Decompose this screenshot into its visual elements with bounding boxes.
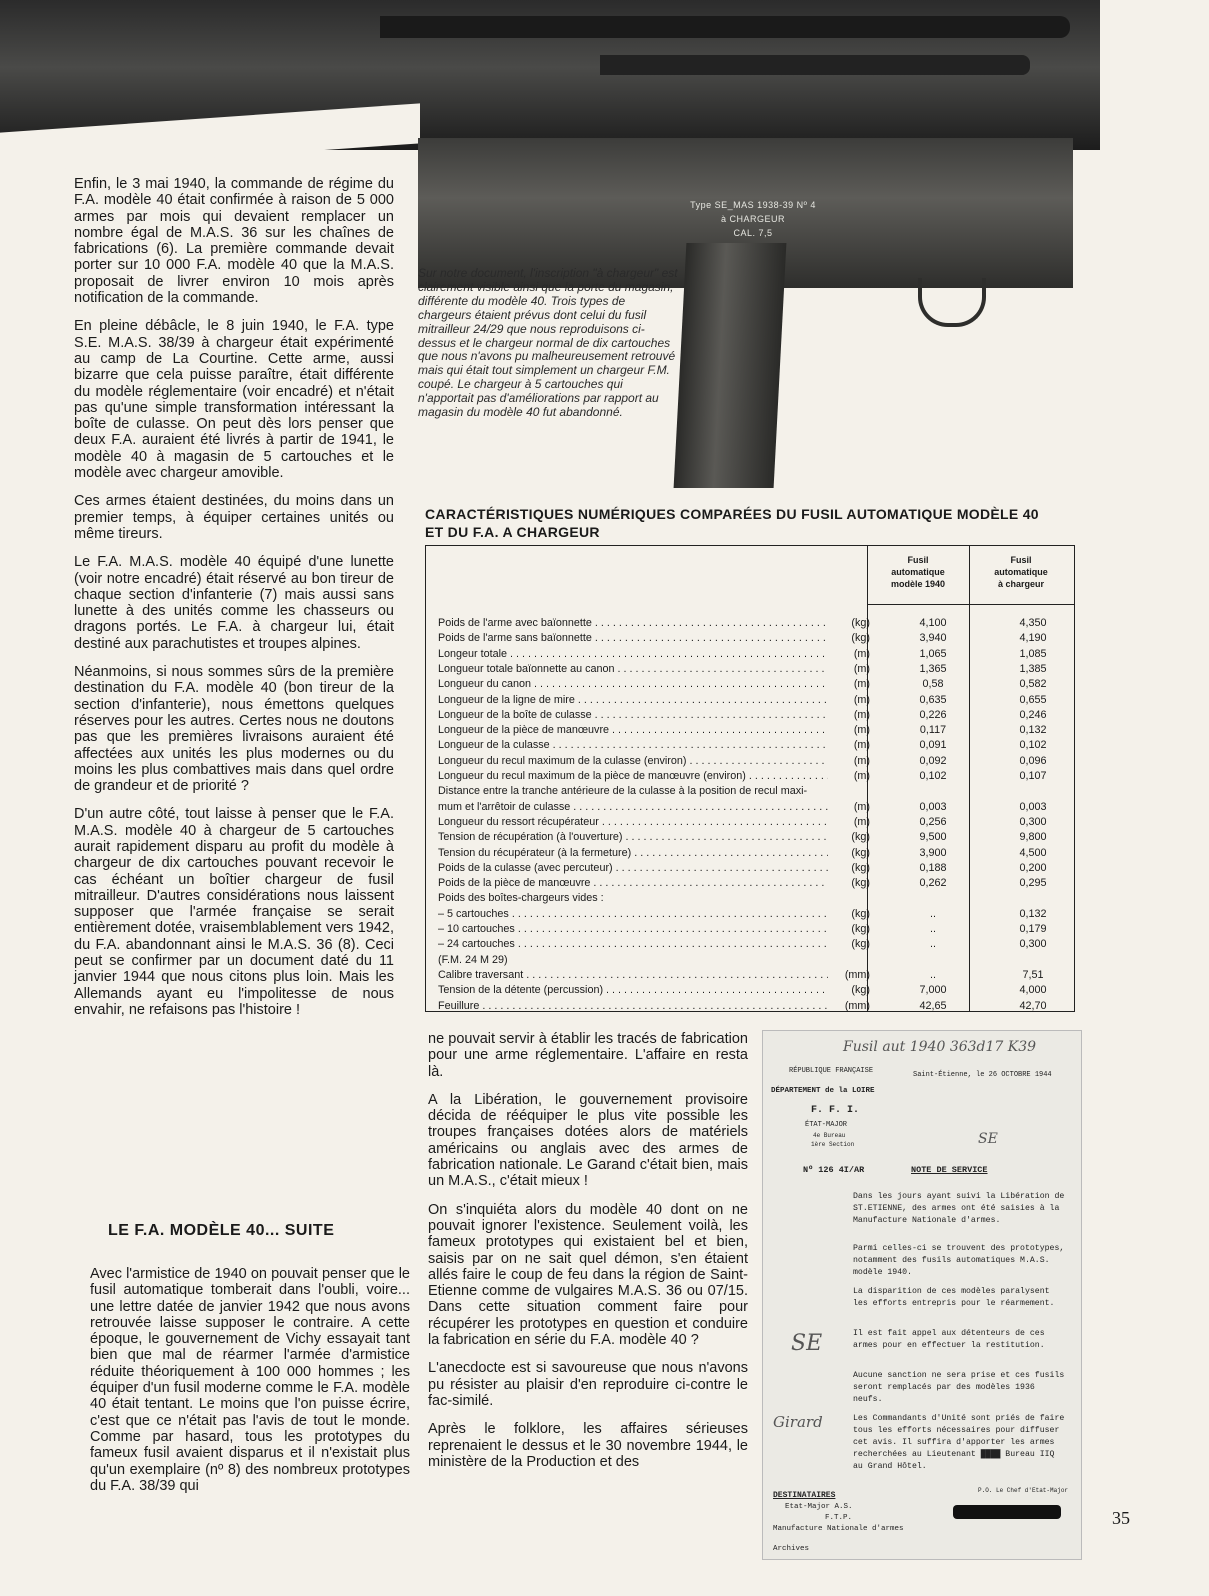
section-title: LE F.A. MODÈLE 40... SUITE: [108, 1222, 335, 1239]
col1-header-line: automatique: [891, 567, 945, 577]
row-value-model-1940: 0,102: [919, 770, 947, 782]
stamp-line-2: à CHARGEUR: [720, 214, 785, 224]
photo-cut-edge: [0, 103, 420, 172]
row-value-model-1940: ..: [930, 923, 936, 935]
row-value-model-1940: 0,256: [919, 815, 947, 828]
row-unit: (m): [853, 770, 870, 782]
note-paragraph: Dans les jours ayant suivi la Libération de ST.ETIENNE, des armes ont été saisies à la Manufacture Nationale d'armes.: [853, 1192, 1065, 1225]
row-value-model-1940: ..: [930, 968, 936, 981]
row-value-chargeur: 0,246: [1019, 708, 1047, 721]
row-unit: (kg): [851, 923, 870, 935]
row-label: (F.M. 24 M 29): [438, 953, 508, 966]
bureau-label: 4e Bureau: [813, 1132, 846, 1139]
row-unit: (m): [853, 708, 870, 721]
stamp-line-3: CAL. 7,5: [733, 228, 773, 238]
section-label: 1ère Section: [811, 1141, 855, 1148]
row-value-chargeur: 9,800: [1019, 831, 1047, 844]
row-label: Tension de récupération (à l'ouverture) . . .: [438, 831, 828, 843]
row-unit: (kg): [851, 861, 870, 874]
row-unit: (kg): [851, 831, 870, 844]
row-unit: (kg): [851, 907, 870, 920]
middle-paragraph: On s'inquiéta alors du modèle 40 dont on ne pouvait ignorer l'existence. Seulement voilà, les fameux prototypes qui existaient bel et bien, saisis par on ne sait quel démon, s'en étaient allés faire le coup de feu dans la région de Saint-Etienne comme de vulgaires M.A.S. 36 ou 07/15. Dans cette situation comment faire pour récupérer les prototypes en question et conduire la fabrication en série du F.A. modèle 40 ?: [428, 1201, 748, 1349]
row-unit: (kg): [851, 632, 870, 645]
row-label: Poids de l'arme sans baïonnette . . .: [438, 632, 828, 644]
row-label: Longueur de la boîte de culasse . . .: [438, 709, 828, 721]
row-label: Tension de la détente (percussion) . . .: [438, 984, 828, 996]
col1-header-line: Fusil: [907, 555, 929, 565]
etat-major-label: ÉTAT-MAJOR: [805, 1121, 848, 1129]
row-value-model-1940: 0,092: [919, 754, 947, 767]
row-label: Longueur de la pièce de manœuvre . . .: [438, 724, 828, 736]
row-unit: (kg): [851, 984, 870, 997]
trigger-guard: [918, 278, 986, 327]
row-label: Longueur du recul maximum de la culasse (environ) . . .: [438, 755, 828, 767]
row-value-chargeur: 1,385: [1019, 662, 1047, 675]
row-unit: (kg): [851, 877, 870, 890]
left-paragraph: En pleine débâcle, le 8 juin 1940, le F.A. type S.E. M.A.S. 38/39 à chargeur était expérimenté au camp de La Courtine. Cette arme, aussi bizarre que cela puisse paraître, était différente du modèle réglementaire (voir encadré) et n'était pas qu'une simple transformation intéressant la boîte de culasse. On peut dès lors penser que deux F.A. auraient été livrés à partir de 1941, le modèle 40 à magasin de 5 cartouches et le modèle avec chargeur amovible.: [74, 318, 394, 482]
left-paragraph: Enfin, le 3 mai 1940, la commande de régime du F.A. modèle 40 était confirmée à raison de 5 000 armes par mois qui devaient remplacer un nombre égal de M.A.S. 36 sur les chaînes de fabrications (6). La première commande devait porter sur 10 000 F.A. modèle 40 que la M.A.S. proposait de livrer environ 10 mois après notification de la commande.: [74, 176, 394, 307]
row-value-chargeur: 0,102: [1019, 739, 1047, 752]
row-value-chargeur: 0,655: [1019, 693, 1047, 706]
table-title-line-1: CARACTÉRISTIQUES NUMÉRIQUES COMPARÉES DU FUSIL AUTOMATIQUE MODÈLE 40: [425, 506, 1039, 522]
row-unit: (m): [853, 800, 870, 813]
row-unit: (m): [853, 662, 870, 675]
row-label: – 10 cartouches . . .: [438, 923, 828, 935]
row-value-model-1940: 1,065: [919, 647, 947, 660]
table-title: [425, 505, 1085, 541]
table-title-line-2: ET DU F.A. A CHARGEUR: [425, 524, 600, 540]
row-value-model-1940: 0,091: [919, 739, 947, 752]
redaction-bar: [953, 1505, 1061, 1519]
photo-caption: Sur notre document, l'inscription "à chargeur" est clairement visible ainsi que la porte du magasin, différente du modèle 40. Trois types de chargeurs étaient prévus dont celui du fusil mitrailleur 24/29 que nous reproduisons ci-dessus et le chargeur normal de dix cartouches que nous n'avons pu malheureusement retrouvé mais qui était tout simplement un chargeur F.M. coupé. Le chargeur à 5 cartouches qui n'apportait pas d'améliorations par rapport au magasin du modèle 40 fut abandonné.: [418, 266, 678, 420]
spec-table: [425, 545, 1075, 1012]
left-paragraph: Néanmoins, si nous sommes sûrs de la première destination du F.A. modèle 40 (bon tireur de la section d'infanterie), nous émettons quelques réserves pour les autres. Certes nous ne doutons pas que les premières livraisons auraient été affectées aux unités les plus modernes ou du moins les plus combattives mais dans quel ordre de grandeur et de priorité ?: [74, 664, 394, 795]
row-value-chargeur: 4,190: [1019, 632, 1047, 645]
rifle-barrel: [380, 16, 1070, 38]
row-value-model-1940: 0,262: [919, 877, 947, 890]
stamp-line-1: Type SE_MAS 1938-39 Nº 4: [690, 200, 816, 210]
row-value-chargeur: 4,000: [1019, 984, 1047, 997]
signoff: P.O. Le Chef d'Etat-Major: [978, 1487, 1069, 1494]
row-unit: (mm): [844, 999, 870, 1012]
row-unit: (kg): [851, 846, 870, 859]
middle-paragraph: L'anecdocte est si savoureuse que nous n'avons pu résister au plaisir d'en reproduire ci-contre le fac-similé.: [428, 1360, 748, 1409]
row-value-model-1940: 0,117: [919, 724, 947, 737]
destinataire: F.T.P.: [825, 1514, 853, 1522]
row-value-chargeur: 0,003: [1019, 800, 1047, 813]
middle-paragraph: ne pouvait servir à établir les tracés de fabrication pour une arme réglementaire. L'affaire en resta là.: [428, 1031, 748, 1080]
signature: Girard: [773, 1413, 823, 1431]
col2-header-line: automatique: [994, 567, 1048, 577]
col1-header: [869, 554, 967, 590]
row-label: Feuillure . . .: [438, 1000, 828, 1012]
table-header-rule: [867, 604, 1074, 605]
row-label: Poids des boîtes-chargeurs vides :: [438, 892, 604, 905]
row-label: Longueur de la culasse . . .: [438, 739, 828, 751]
row-unit: (m): [853, 815, 870, 828]
reference-number: Nº 126 4I/AR: [803, 1165, 865, 1175]
left-column: [74, 176, 394, 1030]
row-value-model-1940: 3,900: [919, 846, 947, 859]
receiver-stamp: [668, 198, 838, 240]
row-value-model-1940: 9,500: [919, 831, 947, 844]
row-unit: (m): [853, 724, 870, 737]
row-unit: (m): [853, 739, 870, 752]
middle-column: [428, 1031, 748, 1482]
row-value-chargeur: 0,300: [1019, 938, 1047, 951]
row-value-model-1940: 1,365: [919, 662, 947, 675]
note-paragraph: Les Commandants d'Unité sont priés de faire tous les efforts nécessaires pour diffuser cet avis. Il suffira d'apporter les armes recherchées au Lieutenant ████ Bureau IIQ au Grand Hôtel.: [853, 1414, 1065, 1471]
handwritten-se: SE: [791, 1331, 823, 1356]
row-value-model-1940: ..: [930, 938, 936, 951]
row-value-model-1940: 3,940: [919, 632, 947, 645]
row-value-model-1940: 4,100: [919, 617, 947, 629]
page-number: 35: [1112, 1508, 1130, 1528]
row-value-chargeur: 4,350: [1019, 617, 1047, 629]
row-value-chargeur: 0,295: [1019, 877, 1047, 890]
note-paragraph: Aucune sanction ne sera prise et ces fusils seront remplacés par des modèles 1936 neufs.: [853, 1371, 1065, 1404]
row-value-chargeur: 0,132: [1019, 907, 1047, 920]
left-paragraph: D'un autre côté, tout laisse à penser que le F.A. M.A.S. modèle 40 à chargeur de 5 cartouches aurait rapidement disparu au profit du modèle à chargeur de dix cartouches pouvant recevoir le cas échéant un boîtier chargeur de fusil mitrailleur. D'autres considérations nous laissent supposer que l'armée française se serait entièrement dotée, vraisemblablement vers 1942, du F.A. abandonnant ainsi le M.A.S. 36 (8). Ceci peut se confirmer par un document daté du 11 janvier 1944 que nous citons plus loin. Mais les Allemands ayant eu l'impolitesse de nous envahir, ne refaisons pas l'histoire !: [74, 806, 394, 1018]
row-unit: (m): [853, 754, 870, 767]
row-value-chargeur: 0,179: [1019, 923, 1047, 935]
rifle-magazine: [674, 243, 787, 488]
place-date: Saint-Étienne, le 26 OCTOBRE 1944: [913, 1071, 1052, 1079]
row-value-chargeur: 0,096: [1019, 754, 1047, 767]
rifle-gas-tube: [600, 55, 1030, 75]
destinataire: Manufacture Nationale d'armes: [773, 1525, 904, 1533]
destinataires-title: DESTINATAIRES: [773, 1491, 836, 1500]
col2-header: [972, 554, 1070, 590]
note-paragraph: La disparition de ces modèles paralysent les efforts entrepris pour le réarmement.: [853, 1287, 1055, 1308]
col2-header-line: Fusil: [1010, 555, 1032, 565]
facsimile-document: [762, 1030, 1082, 1560]
row-value-chargeur: 1,085: [1019, 647, 1047, 660]
row-label: Distance entre la tranche antérieure de la culasse à la position de recul maxi-: [438, 785, 808, 798]
note-paragraph: Il est fait appel aux détenteurs de ces armes pour en effectuer la restitution.: [853, 1329, 1045, 1350]
row-label: Longueur du recul maximum de la pièce de manœuvre (environ) . . .: [438, 770, 828, 782]
row-label: – 5 cartouches . . .: [438, 908, 828, 920]
row-label: Poids de l'arme avec baïonnette . . .: [438, 617, 828, 629]
row-unit: (m): [853, 678, 870, 691]
row-label: Longueur totale baïonnette au canon . . .: [438, 663, 828, 675]
row-value-chargeur: 0,132: [1019, 724, 1047, 737]
row-label: Longueur du ressort récupérateur . . .: [438, 816, 828, 828]
row-value-chargeur: 0,300: [1019, 815, 1047, 828]
row-label: Poids de la pièce de manœuvre . . .: [438, 877, 828, 889]
row-value-model-1940: 0,635: [919, 693, 947, 706]
row-unit: (mm): [844, 968, 870, 981]
row-label: Longueur du canon . . .: [438, 678, 828, 690]
handwritten-ref: Fusil aut 1940 363d17 K39: [843, 1039, 1037, 1055]
row-value-model-1940: 42,65: [919, 999, 947, 1012]
row-label: – 24 cartouches . . .: [438, 938, 828, 950]
row-label: Poids de la culasse (avec percuteur) . . .: [438, 862, 828, 874]
middle-paragraph: Après le folklore, les affaires sérieuses reprenaient le dessus et le 30 novembre 1944, le ministère de la Production et des: [428, 1421, 748, 1470]
ffi-label: F. F. I.: [811, 1105, 860, 1116]
row-value-chargeur: 4,500: [1019, 846, 1047, 859]
row-value-chargeur: 0,107: [1019, 770, 1047, 782]
section-column: [90, 1266, 410, 1506]
destinataire: Archives: [773, 1545, 810, 1553]
se-mark: SE: [978, 1131, 998, 1147]
row-unit: (kg): [851, 938, 870, 951]
row-value-model-1940: 0,58: [922, 678, 944, 691]
left-paragraph: Ces armes étaient destinées, du moins dans un premier temps, à équiper certaines unités ou même tireurs.: [74, 493, 394, 542]
row-value-model-1940: 0,003: [919, 800, 947, 813]
row-value-chargeur: 0,582: [1019, 678, 1047, 691]
section-paragraph: Avec l'armistice de 1940 on pouvait penser que le fusil automatique tomberait dans l'oubli, voire... une lettre datée de janvier 1942 que nous avons retrouvée laisse supposer le contraire. A cette époque, le gouvernement de Vichy essayait tant bien que mal de réarmer l'armée d'armistice réduite théoriquement à 100 000 hommes ; les équiper d'un fusil moderne comme le F.A. modèle 40 était tentant. Le moins que l'on puisse écrire, c'est que ce n'était pas l'avis de tout le monde. Comme par hasard, tous les prototypes du fameux fusil avaient disparus et il n'existait plus qu'un exemplaire (nº 8) des nombreux prototypes du F.A. 38/39 qui: [90, 1266, 410, 1494]
department-label: DÉPARTEMENT de la LOIRE: [771, 1087, 875, 1095]
row-value-chargeur: 42,70: [1019, 999, 1047, 1012]
row-value-model-1940: 0,188: [919, 861, 947, 874]
row-label: Tension du récupérateur (à la fermeture) . . .: [438, 847, 828, 859]
row-unit: (m): [853, 647, 870, 660]
row-unit: (m): [853, 693, 870, 706]
middle-paragraph: A la Libération, le gouvernement provisoire décida de rééquiper le plus vite possible les troupes françaises dotées alors de matériels américains ou anglais avec des armes de fabrication nationale. Le Garand c'était bien, mais un M.A.S., c'était mieux !: [428, 1091, 748, 1190]
col2-header-line: à chargeur: [997, 579, 1045, 589]
row-value-model-1940: ..: [930, 907, 936, 920]
republique-label: RÉPUBLIQUE FRANÇAISE: [789, 1067, 874, 1075]
row-label: Calibre traversant . . .: [438, 969, 828, 981]
row-value-model-1940: 0,226: [919, 708, 947, 721]
row-label: mum et l'arrêtoir de culasse . . .: [438, 801, 828, 813]
note-paragraph: Parmi celles-ci se trouvent des prototypes, notamment des fusils automatiques M.A.S. modèle 1940.: [853, 1244, 1065, 1277]
row-label: Longeur totale . . .: [438, 648, 828, 660]
row-unit: (kg): [851, 617, 870, 629]
row-value-chargeur: 0,200: [1019, 861, 1047, 874]
row-label: Longueur de la ligne de mire . . .: [438, 694, 828, 706]
col1-header-line: modèle 1940: [890, 579, 946, 589]
row-value-chargeur: 7,51: [1022, 968, 1044, 981]
destinataire: Etat-Major A.S.: [785, 1503, 853, 1511]
left-paragraph: Le F.A. M.A.S. modèle 40 équipé d'une lunette (voir notre encadré) était réservé au bon tireur de chaque section d'infanterie (7) mais aussi sans lunette à des unités comme les chasseurs ou dragons portés. Le F.A. à chargeur lui, était destiné aux parachutistes et troupes alpines.: [74, 554, 394, 652]
row-value-model-1940: 7,000: [919, 984, 947, 997]
note-title: NOTE DE SERVICE: [911, 1165, 988, 1175]
